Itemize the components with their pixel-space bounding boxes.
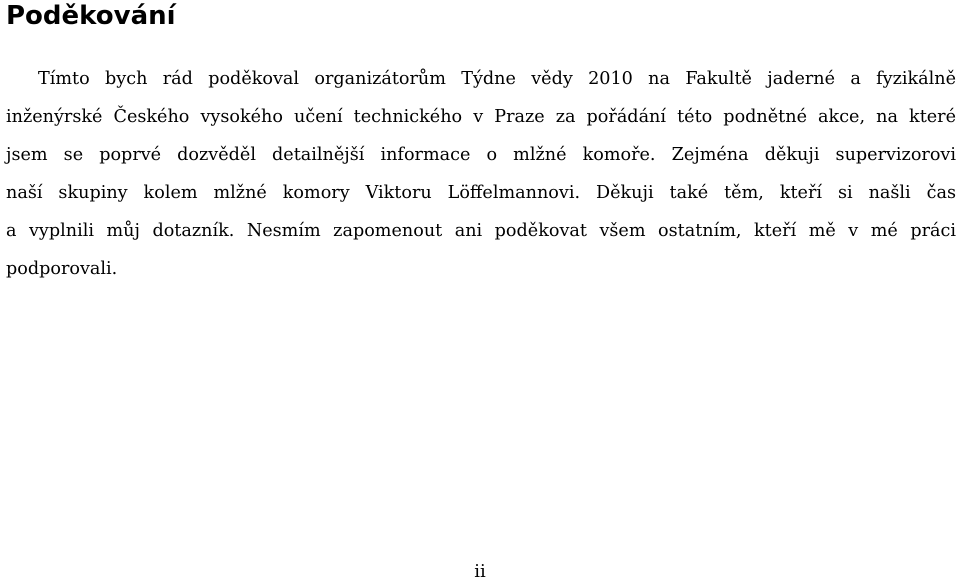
paragraph-line: a vyplnili můj dotazník. Nesmím zapomenout ani poděkovat všem ostatním, kteří mě v mé práci bbox=[6, 221, 956, 241]
paragraph-line: podporovali. bbox=[6, 259, 118, 279]
paragraph-line: naší skupiny kolem mlžné komory Viktoru Löffelmannovi. Děkuji také těm, kteří si našli čas bbox=[6, 183, 956, 203]
paragraph-line: jsem se poprvé dozvěděl detailnější informace o mlžné komoře. Zejména děkuji supervizorovi bbox=[6, 145, 956, 165]
paragraph-line: inženýrské Českého vysokého učení technického v Praze za pořádání této podnětné akce, na které bbox=[6, 107, 956, 127]
page-title: Poděkování bbox=[6, 1, 176, 31]
acknowledgement-paragraph bbox=[6, 60, 956, 288]
page-number: ii bbox=[474, 561, 486, 582]
paragraph-line: Tímto bych rád poděkoval organizátorům Týdne vědy 2010 na Fakultě jaderné a fyzikálně bbox=[38, 69, 956, 89]
